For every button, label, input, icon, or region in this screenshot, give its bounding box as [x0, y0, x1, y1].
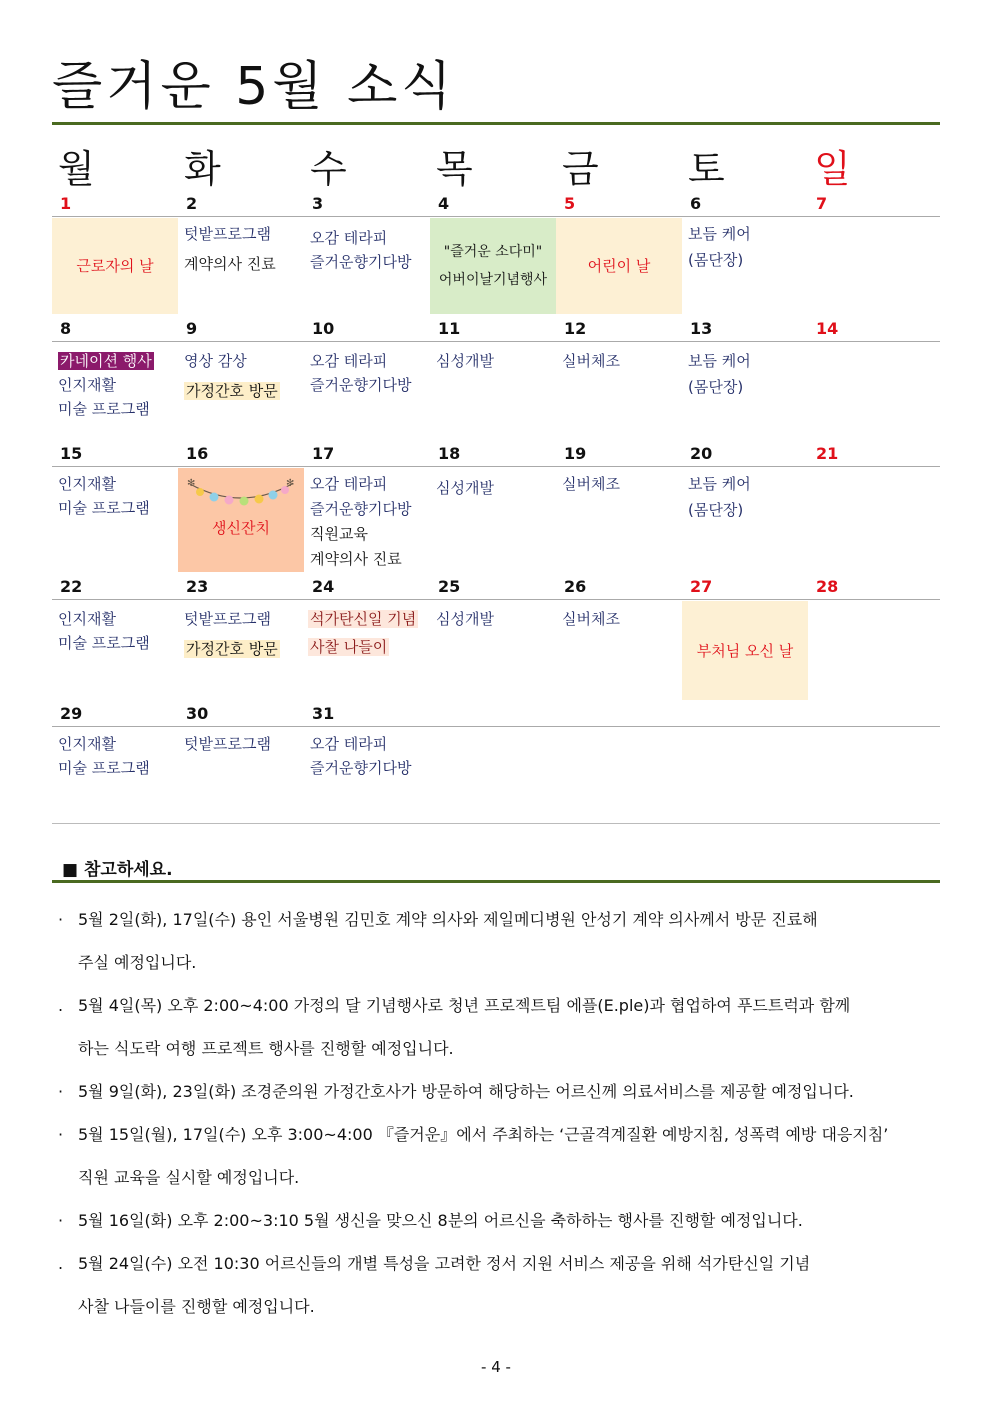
day-number: 30 [186, 704, 209, 723]
note-line: 5월 9일(화), 23일(화) 조경준의원 가정간호사가 방문하여 해당하는 어르신께 의료서비스를 제공할 예정입니다. [78, 1082, 854, 1101]
event-label: 오감 테라피 [310, 229, 388, 247]
day-number: 14 [816, 319, 839, 338]
event-label: 사찰 나들이 [310, 638, 388, 656]
note-line: 5월 4일(목) 오후 2:00~4:00 가정의 달 기념행사로 청년 프로젝트팀 에플(E.ple)과 협업하여 푸드트럭과 함께 [78, 996, 851, 1015]
day-number: 25 [438, 577, 461, 596]
day-number-row [52, 702, 940, 727]
note-item [56, 1199, 928, 1242]
event-label: 실버체조 [562, 352, 620, 370]
calendar-cell [52, 728, 178, 798]
day-number: 1 [60, 194, 72, 213]
calendar-cell [682, 345, 808, 439]
calendar-cell [430, 345, 556, 439]
weekday-fri: 금 [562, 147, 599, 191]
svg-text:✻: ✻ [286, 478, 295, 489]
event-label: 즐거운향기다방 [310, 500, 412, 518]
title-divider [52, 122, 940, 125]
day-number: 13 [690, 319, 713, 338]
event-label: 즐거운향기다방 [310, 253, 412, 271]
note-line: 주실 예정입니다. [78, 953, 197, 972]
event-label: 카네이션 행사 [60, 352, 152, 370]
day-number: 8 [60, 319, 72, 338]
garland-icon [184, 472, 298, 512]
calendar-cell [430, 472, 556, 572]
event-label: 인지재활 [58, 735, 116, 753]
event-label: 가정간호 방문 [186, 382, 278, 400]
day-number: 6 [690, 194, 702, 213]
day-number: 5 [564, 194, 576, 213]
weekday-mon: 월 [58, 147, 95, 191]
day-number: 23 [186, 577, 209, 596]
calendar-week-2 [52, 317, 940, 439]
calendar-cell [178, 728, 304, 798]
day-number: 7 [816, 194, 828, 213]
event-label: 보듬 케어 [688, 475, 751, 493]
calendar-week-3 [52, 442, 940, 572]
note-bullet: · [58, 910, 64, 929]
day-number: 10 [312, 319, 335, 338]
day-number: 24 [312, 577, 335, 596]
calendar-cell [178, 468, 304, 572]
note-bullet: · [58, 1211, 64, 1230]
day-number: 28 [816, 577, 839, 596]
note-item [56, 1070, 928, 1113]
calendar-cell [682, 218, 808, 314]
day-number: 31 [312, 704, 335, 723]
day-number: 2 [186, 194, 198, 213]
calendar-cell [430, 218, 556, 314]
calendar-week-1 [52, 192, 940, 314]
calendar-cell [304, 345, 430, 439]
calendar-cell [304, 468, 430, 572]
day-number: 12 [564, 319, 587, 338]
calendar-week-5 [52, 702, 940, 802]
event-label: 계약의사 진료 [184, 255, 276, 273]
note-line: 사찰 나들이를 진행할 예정입니다. [78, 1297, 315, 1316]
event-label: 계약의사 진료 [310, 550, 402, 568]
note-bullet: · [58, 1125, 64, 1144]
event-label: (몸단장) [688, 378, 744, 396]
calendar-cell [556, 603, 682, 700]
day-number-row [52, 442, 940, 467]
svg-text:✻: ✻ [187, 478, 196, 489]
note-line: 직원 교육을 실시할 예정입니다. [78, 1168, 300, 1187]
note-item [56, 1242, 928, 1328]
notes-list [56, 898, 928, 1328]
note-item [56, 1113, 928, 1199]
calendar-cell [682, 468, 808, 572]
note-line: 5월 2일(화), 17일(수) 용인 서울병원 김민호 계약 의사와 제일메디병원 안성기 계약 의사께서 방문 진료해 [78, 910, 818, 929]
event-label: 심성개발 [436, 352, 494, 370]
note-line: 5월 24일(수) 오전 10:30 어르신들의 개별 특성을 고려한 정서 지원 서비스 제공을 위해 석가탄신일 기념 [78, 1254, 811, 1273]
event-label: 텃밭프로그램 [184, 735, 271, 753]
event-label: 즐거운향기다방 [310, 376, 412, 394]
event-label: 석가탄신일 기념 [310, 610, 417, 628]
note-item [56, 984, 928, 1070]
event-label: 오감 테라피 [310, 475, 388, 493]
weekday-header [52, 138, 940, 191]
event-label: 직원교육 [310, 525, 368, 543]
day-number: 27 [690, 577, 713, 596]
day-number: 15 [60, 444, 83, 463]
event-label: 텃밭프로그램 [184, 225, 271, 243]
note-line: 5월 16일(화) 오후 2:00~3:10 5월 생신을 맞으신 8분의 어르신을 축하하는 행사를 진행할 예정입니다. [78, 1211, 803, 1230]
calendar-cell [178, 345, 304, 439]
event-label: 미술 프로그램 [58, 634, 150, 652]
calendar-cell [52, 345, 178, 439]
notes-heading: ■ 참고하세요. [62, 860, 173, 880]
calendar-cell [304, 603, 430, 700]
calendar-week-4 [52, 575, 940, 700]
event-label: 인지재활 [58, 610, 116, 628]
day-number: 29 [60, 704, 83, 723]
event-label: (몸단장) [688, 251, 744, 269]
day-number: 3 [312, 194, 324, 213]
event-label: 미술 프로그램 [58, 499, 150, 517]
day-number: 26 [564, 577, 587, 596]
event-label: 심성개발 [436, 610, 494, 628]
event-label: 텃밭프로그램 [184, 610, 271, 628]
weekday-wed: 수 [310, 147, 347, 191]
calendar-cell [430, 603, 556, 700]
calendar-cell [178, 603, 304, 700]
calendar-cell [304, 218, 430, 314]
calendar-cell [52, 603, 178, 700]
note-item [56, 898, 928, 984]
event-label: 보듬 케어 [688, 225, 751, 243]
weekday-tue: 화 [184, 147, 221, 191]
calendar-cell [556, 468, 682, 572]
calendar-cell [556, 218, 682, 314]
event-label: 오감 테라피 [310, 735, 388, 753]
day-number-row [52, 192, 940, 217]
day-number: 9 [186, 319, 198, 338]
day-number: 16 [186, 444, 209, 463]
page-title: 즐거운 5월 소식 [52, 57, 456, 117]
weekday-sun: 일 [814, 147, 851, 191]
day-number: 4 [438, 194, 450, 213]
event-label: 영상 감상 [184, 352, 247, 370]
event-label: 인지재활 [58, 475, 116, 493]
notes-divider [52, 880, 940, 883]
event-label: 보듬 케어 [688, 352, 751, 370]
day-number: 18 [438, 444, 461, 463]
day-number: 17 [312, 444, 335, 463]
calendar-cell [52, 468, 178, 572]
event-label: (몸단장) [688, 501, 744, 519]
event-label: 즐거운향기다방 [310, 759, 412, 777]
event-label: 생신잔치 [212, 519, 270, 537]
event-label: 미술 프로그램 [58, 759, 150, 777]
day-number-row [52, 575, 940, 600]
weekday-thu: 목 [436, 147, 473, 191]
event-label: 부처님 오신 날 [696, 641, 794, 660]
day-number: 21 [816, 444, 839, 463]
note-line: 하는 식도락 여행 프로젝트 행사를 진행할 예정입니다. [78, 1039, 454, 1058]
note-line: 5월 15일(월), 17일(수) 오후 3:00~4:00 『즐거운』에서 주최하는 ‘근골격계질환 예방지침, 성폭력 예방 대응지침’ [78, 1125, 889, 1144]
calendar-cell [52, 218, 178, 314]
note-bullet: · [58, 1082, 64, 1101]
event-label: "즐거운 소다미" [443, 244, 543, 260]
event-label: 실버체조 [562, 610, 620, 628]
day-number: 19 [564, 444, 587, 463]
calendar-bottom-divider [52, 823, 940, 824]
event-label: 실버체조 [562, 475, 620, 493]
event-label: 어버이날기념행사 [438, 272, 548, 288]
event-label: 어린이 날 [587, 257, 651, 275]
calendar-cell [682, 601, 808, 700]
page-number: - 4 - [481, 1358, 511, 1376]
event-label: 미술 프로그램 [58, 400, 150, 418]
day-number: 11 [438, 319, 461, 338]
event-label: 심성개발 [436, 479, 494, 497]
event-label: 인지재활 [58, 376, 116, 394]
calendar-cell [304, 728, 430, 798]
calendar-cell [556, 345, 682, 439]
event-label: 오감 테라피 [310, 352, 388, 370]
event-label: 근로자의 날 [76, 257, 154, 275]
note-bullet: . [58, 1254, 64, 1273]
day-number: 22 [60, 577, 83, 596]
calendar-cell [178, 218, 304, 314]
weekday-sat: 토 [688, 147, 725, 191]
day-number: 20 [690, 444, 713, 463]
note-bullet: . [58, 996, 64, 1015]
day-number-row [52, 317, 940, 342]
event-label: 가정간호 방문 [186, 640, 278, 658]
